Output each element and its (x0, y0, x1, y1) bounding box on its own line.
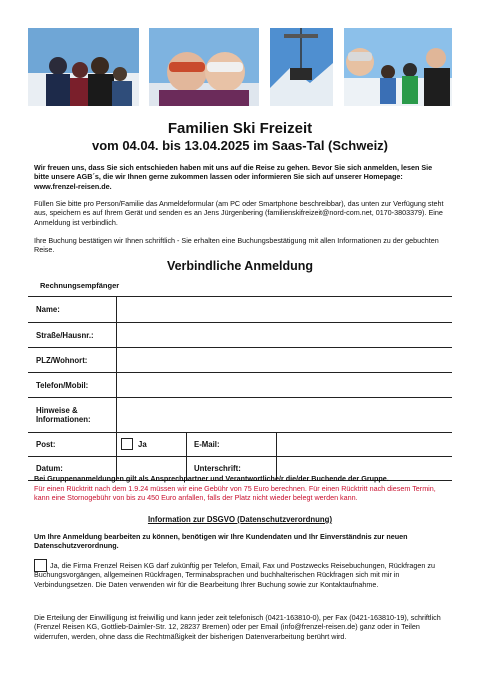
notes-field[interactable] (117, 398, 452, 432)
email-label: E-Mail: (194, 440, 220, 449)
trip-subtitle: vom 04.04. bis 13.04.2025 im Saas-Tal (Schweiz) (91, 138, 389, 153)
form-row-zip (28, 348, 452, 373)
registration-form (28, 296, 452, 481)
name-label: Name: (36, 305, 60, 314)
street-field[interactable] (117, 323, 452, 347)
name-field[interactable] (117, 297, 452, 322)
photo-chairlift (270, 28, 333, 106)
dsgvo-heading: Information zur DSGVO (Datenschutzverordnung) (147, 515, 333, 524)
cancellation-note: Für einen Rücktritt nach dem 1.9.24 müssen wir eine Gebühr von 75 Euro berechnen. Für einen Rücktritt nach diesem Termin, kann eine Stornogebühr von bis zu 450 Euro anfallen, falls der Platz nicht wieder belegt werden kann. (34, 484, 436, 503)
zip-label: PLZ/Wohnort: (36, 356, 88, 365)
signature-label: Unterschrift: (194, 464, 241, 473)
photo-group-skiers (344, 28, 452, 106)
intro-paragraph-3: Ihre Buchung bestätigen wir Ihnen schriftlich - Sie erhalten eine Buchungsbestätigung mit allen Informationen zu der gebuchten Reise. (34, 236, 439, 255)
form-row-street (28, 323, 452, 348)
form-row-notes (28, 398, 452, 433)
phone-label: Telefon/Mobil: (36, 381, 89, 390)
intro-paragraph-2: Füllen Sie bitte pro Person/Familie das Anmeldeformular (am PC oder Smartphone beschreibbar), das unten zur Verfügung steht aus, speichern es auf Ihrem Gerät und senden es an Jens Jürgenbering (familienskifreizeit@nord-com.net, 0170-3803379). Eine Anmeldung ist verbindlich. (34, 199, 444, 227)
form-row-post-email (28, 433, 452, 457)
trip-title: Familien Ski Freizeit (167, 120, 313, 137)
photo-strip (28, 28, 452, 106)
notes-label: Hinweise & Informationen: (36, 406, 91, 424)
recipient-label: Rechnungsempfänger (40, 281, 120, 290)
date-label: Datum: (36, 464, 63, 473)
form-heading: Verbindliche Anmeldung (166, 259, 314, 273)
photo-family-on-slope (28, 28, 139, 106)
group-note: Bei Gruppenanmeldungen gilt als Ansprechpartner und Verantwortliche/r die/der Buchende der Gruppe. (34, 474, 389, 483)
street-label: Straße/Hausnr.: (36, 331, 94, 340)
consent-text: Ja, die Firma Frenzel Reisen KG darf zukünftig per Telefon, Email, Fax und Postzwecks Reisebuchungen, Rückfragen zu Buchungsvorgängen, allgemeinen Rückfragen, Terminabsprachen und buchhalterischen Rückfragen sich mit mir in Verbindungsetzen. Die Daten verwenden wir für die Bearbeitung Ihrer Buchung sowie zur Kontaktaufnahme. (34, 561, 435, 589)
zip-field[interactable] (117, 348, 452, 372)
withdraw-text: Die Erteilung der Einwilligung ist freiwillig und kann jeder zeit telefonisch (0421-163810-0), per Fax (0421-163810-19), schriftlich (Frenzel Reisen KG, Gottlieb-Daimler-Str. 12, 28237 Bremen) oder per Email (info@frenzel-reisen.de) ganz oder in Teilen widerrufen, werden, ohne dass die Rechtmäßigkeit der bisherigen Datenverarbeitung berührt wird. (34, 613, 441, 641)
form-row-name (28, 297, 452, 323)
photo-children-goggles (149, 28, 259, 106)
phone-field[interactable] (117, 373, 452, 397)
post-label: Post: (36, 440, 56, 449)
email-field[interactable] (277, 433, 452, 456)
form-row-phone (28, 373, 452, 398)
intro-paragraph-1: Wir freuen uns, dass Sie sich entschieden haben mit uns auf die Reise zu gehen. Bevor Sie sich anmelden, lesen Sie bitte unsere AGB´s, die wir Ihnen gerne zukommen lassen oder informieren Sie sich auf unserer Homepage: www.frenzel-reisen.de. (34, 163, 433, 191)
post-checkbox[interactable] (121, 438, 133, 450)
post-option-label: Ja (138, 440, 147, 449)
dsgvo-intro: Um Ihre Anmeldung bearbeiten zu können, benötigen wir Ihre Kundendaten und Ihr Einverständnis zur neuen Datenschutzverordnung. (34, 532, 408, 551)
